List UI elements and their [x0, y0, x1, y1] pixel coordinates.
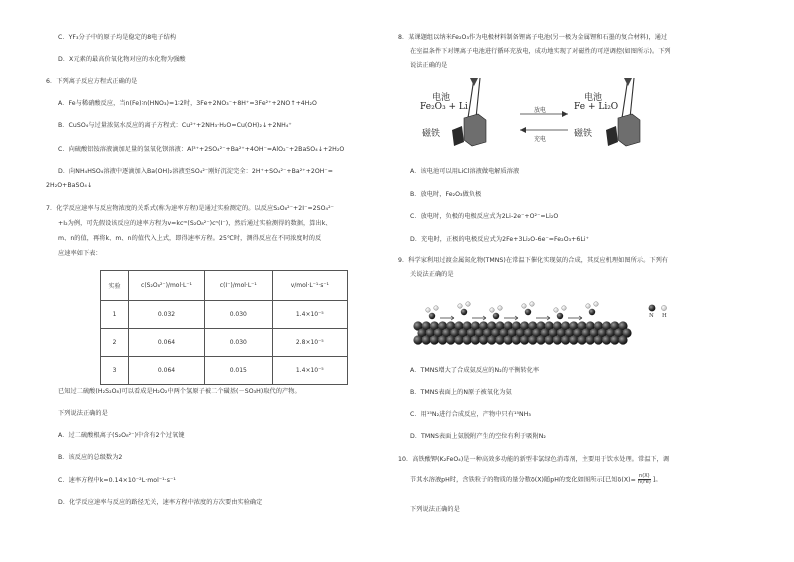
adsorbed-h-atom: [426, 308, 431, 313]
table-cell: 0.015: [204, 357, 272, 385]
adsorbed-h-atom: [586, 304, 591, 309]
surface-atom: [520, 335, 529, 344]
adsorbed-h-atom: [434, 306, 439, 311]
adsorbed-h-atom: [522, 304, 527, 309]
q9-option-d: D．TMNS表面上氨脱附产生的空位有利于吸附N₂: [410, 433, 546, 440]
adsorbed-h-atom: [530, 302, 535, 307]
right-magnet-label: 磁铁: [574, 129, 593, 139]
left-battery-formula: Fe₂O₃ + Li: [420, 102, 468, 112]
rate-data-table: [100, 270, 348, 385]
table-cell: 0.064: [129, 329, 205, 357]
table-header: v/mol·L⁻¹·s⁻¹: [272, 271, 347, 301]
battery-magnet-figure: [416, 78, 666, 158]
tmns-mechanism-figure: [412, 286, 712, 352]
adsorbed-n-atom: [461, 309, 467, 315]
reaction-arrow: [504, 316, 518, 320]
q10-line2-end: ]。: [652, 476, 662, 484]
surface-atom: [528, 335, 537, 344]
q7-note: 已知过二硫酸(H₂S₂O₈)可以看成是H₂O₂中两个氢原子被二个磺基(－SO₃H)取代的产物。: [58, 388, 301, 395]
adsorbed-h-atom: [554, 308, 559, 313]
reaction-arrow: [472, 316, 486, 320]
surface-atom: [438, 335, 447, 344]
surface-atom: [602, 335, 611, 344]
h-atom-legend-icon: [661, 305, 666, 310]
figure-drawing: [416, 78, 666, 158]
surface-atom: [454, 335, 463, 344]
q9-line1: 9．科学家利用过渡金属氮化物(TMNS)在常温下催化实现氨的合成，其反应机理如图所示。下列有: [398, 257, 669, 264]
table-cell: 0.030: [204, 301, 272, 329]
q7-line1: 7．化学反应速率与反应物浓度的关系式(称为速率方程)是通过实验测定的。以反应S₂O₈²⁻+2I⁻=2SO₄²⁻: [46, 205, 334, 212]
left-magnet-label: 磁铁: [422, 129, 441, 139]
legend-h-label: H: [662, 313, 667, 319]
surface-atom: [610, 335, 619, 344]
surface-atom: [446, 335, 455, 344]
q6-option-d-line1: D．向NH₄HSO₄溶液中逐滴加入Ba(OH)₂溶液至SO₄²⁻刚好沉淀完全：2H⁺+SO₄²⁻+Ba²⁺+2OH⁻=: [58, 168, 333, 175]
table-cell: 0.032: [129, 301, 205, 329]
surface-atom: [577, 335, 586, 344]
right-battery-formula: Fe + Li₂O: [574, 102, 619, 112]
adsorbed-n-atom: [429, 313, 435, 319]
adsorbed-n-atom: [589, 309, 595, 315]
fraction-denominator: n(Fe): [637, 479, 651, 485]
surface-atom: [504, 335, 513, 344]
q8-option-b: B．放电时，Fe₂O₃做负极: [410, 191, 482, 198]
q6-option-a: A．Fe与稀硝酸反应，当n(Fe)∶n(HNO₃)=1∶2时，3Fe+2NO₃⁻+8H⁺=3Fe²⁺+2NO↑+4H₂O: [58, 100, 317, 107]
charge-label: 充电: [534, 136, 547, 143]
q7-option-d: D．化学反应速率与反应的路径无关，速率方程中浓度的方次要由实验确定: [58, 499, 263, 506]
q8-line3: 说法正确的是: [410, 62, 448, 69]
surface-atom: [545, 335, 554, 344]
q7-line2: +I₂为例，可先假设该反应的速率方程为v=kcᵐ(S₂O₈²⁻)cⁿ(I⁻)，然后通过实验测得的数据，算出k、: [58, 220, 332, 227]
q5-option-c: C．YF₃分子中的原子均是稳定的8电子结构: [58, 34, 177, 41]
surface-atom: [471, 335, 480, 344]
catalyst-surface: [413, 321, 631, 344]
surface-atom: [536, 335, 545, 344]
adsorbed-h-atom: [594, 302, 599, 307]
table-cell: 2: [101, 329, 129, 357]
table-header-row: [101, 271, 348, 301]
left-battery-title: 电池: [432, 93, 451, 103]
table-header: c(I⁻)/mol·L⁻¹: [204, 271, 272, 301]
q8-option-d: D．充电时，正极的电极反应式为2Fe+3Li₂O-6e⁻=Fe₂O₃+6Li⁺: [410, 236, 589, 243]
q5-option-d: D．X元素的最高价氧化物对应的水化物为强酸: [58, 56, 186, 63]
q10-line1: 10．高铁酸钾(K₂FeO₄)是一种高效多功能的新型非氯绿色消毒剂，主要用于饮水处理。常温下，调: [398, 456, 670, 463]
table-header: 实验: [101, 271, 129, 301]
surface-atom: [479, 335, 488, 344]
adsorbed-molecules: [426, 302, 599, 320]
q9-option-a: A．TMNS增大了合成氨反应的N₂的平衡转化率: [410, 367, 540, 374]
surface-atom: [569, 335, 578, 344]
adsorbed-h-atom: [498, 306, 503, 311]
q8-option-a: A．该电池可以用LiCl溶液做电解质溶液: [410, 168, 520, 175]
table-row: [101, 329, 348, 357]
surface-atom: [618, 335, 627, 344]
adsorbed-n-atom: [493, 313, 499, 319]
q6-option-b: B．CuSO₄与过量浓氨水反应的离子方程式：Cu²⁺+2NH₃·H₂O=Cu(OH)₂↓+2NH₄⁺: [58, 122, 292, 129]
adsorbed-h-atom: [490, 308, 495, 313]
surface-atom: [422, 335, 431, 344]
discharge-label: 放电: [534, 107, 547, 114]
reaction-arrow: [440, 316, 454, 320]
adsorbed-n-atom: [557, 313, 563, 319]
q8-line1: 8．某课题组以纳米Fe₂O₃作为电极材料制备锂离子电池(另一极为金属锂和石墨的复合材料)，通过: [398, 34, 668, 41]
q7-option-a: A．过二硫酸根离子(S₂O₈²⁻)中含有2个过氧键: [58, 432, 185, 439]
table-cell: 3: [101, 357, 129, 385]
table-header: c(S₂O₈²⁻)/mol·L⁻¹: [129, 271, 205, 301]
table-cell: 0.030: [204, 329, 272, 357]
table-cell: 0.064: [129, 357, 205, 385]
table-cell: 1: [101, 301, 129, 329]
q7-line3: m、n的值，再将k、m、n的值代入上式，即得速率方程。25℃时，测得反应在不同浓度时的反: [58, 235, 322, 242]
adsorbed-n-atom: [525, 309, 531, 315]
reaction-arrow: [568, 316, 582, 320]
adsorbed-h-atom: [562, 306, 567, 311]
legend-n-label: N: [649, 313, 654, 319]
surface-atom: [561, 335, 570, 344]
q9-line2: 关说法正确的是: [410, 271, 454, 278]
q6-option-d-line2: 2H₂O+BaSO₄↓: [46, 182, 93, 189]
surface-atom: [430, 335, 439, 344]
table-cell: 2.8×10⁻⁵: [272, 329, 347, 357]
surface-atom: [586, 335, 595, 344]
surface-atom: [553, 335, 562, 344]
adsorbed-h-atom: [466, 302, 471, 307]
q8-option-c: C．放电时，负极的电极反应式为2Li-2e⁻+O²⁻=Li₂O: [410, 213, 559, 220]
q9-option-c: C．用¹⁵N₂进行合成反应，产物中只有¹⁵NH₃: [410, 411, 531, 418]
q7-line4: 应速率如下表：: [58, 250, 102, 257]
q10-line2-text: 节其水溶液pH时，含铁粒子的物质的量分数δ(X)随pH的变化如图所示[已知δ(X)=: [410, 476, 636, 484]
table-cell: 1.4×10⁻⁵: [272, 301, 347, 329]
surface-atom: [495, 335, 504, 344]
q7-option-c: C．速率方程中k=0.14×10⁻²L·mol⁻¹·s⁻¹: [58, 477, 176, 484]
surface-atom: [512, 335, 521, 344]
delta-fraction: [638, 474, 651, 485]
surface-atom: [594, 335, 603, 344]
surface-atom: [463, 335, 472, 344]
table-cell: 1.4×10⁻⁵: [272, 357, 347, 385]
q6-option-c: C．向硫酸铝铵溶液滴加足量的氢氧化钡溶液：Al³⁺+2SO₄²⁻+Ba²⁺+4OH⁻=AlO₂⁻+2BaSO₄↓+2H₂O: [58, 146, 345, 153]
q10-line2: [410, 474, 662, 485]
surface-atom: [413, 335, 422, 344]
n-atom-legend-icon: [649, 305, 656, 312]
table-row: [101, 357, 348, 385]
surface-atom: [487, 335, 496, 344]
q6-stem: 6．下列离子反应方程式正确的是: [46, 78, 138, 85]
reaction-arrow: [536, 316, 550, 320]
mechanism-drawing: [412, 286, 712, 352]
fraction-numerator: n(X): [638, 473, 650, 479]
table-row: [101, 301, 348, 329]
q9-option-b: B．TMNS表面上的N原子被氧化为氨: [410, 389, 512, 396]
q8-line2: 在室温条件下对锂离子电池进行循环充放电，成功地实现了对磁性的可逆调控(如图所示)。下列: [410, 48, 671, 55]
q7-ask: 下列说法正确的是: [58, 410, 108, 417]
q10-ask: 下列说法正确的是: [410, 506, 460, 513]
q7-option-b: B．该反应的总级数为2: [58, 454, 123, 461]
adsorbed-h-atom: [458, 304, 463, 309]
right-battery-title: 电池: [584, 93, 603, 103]
